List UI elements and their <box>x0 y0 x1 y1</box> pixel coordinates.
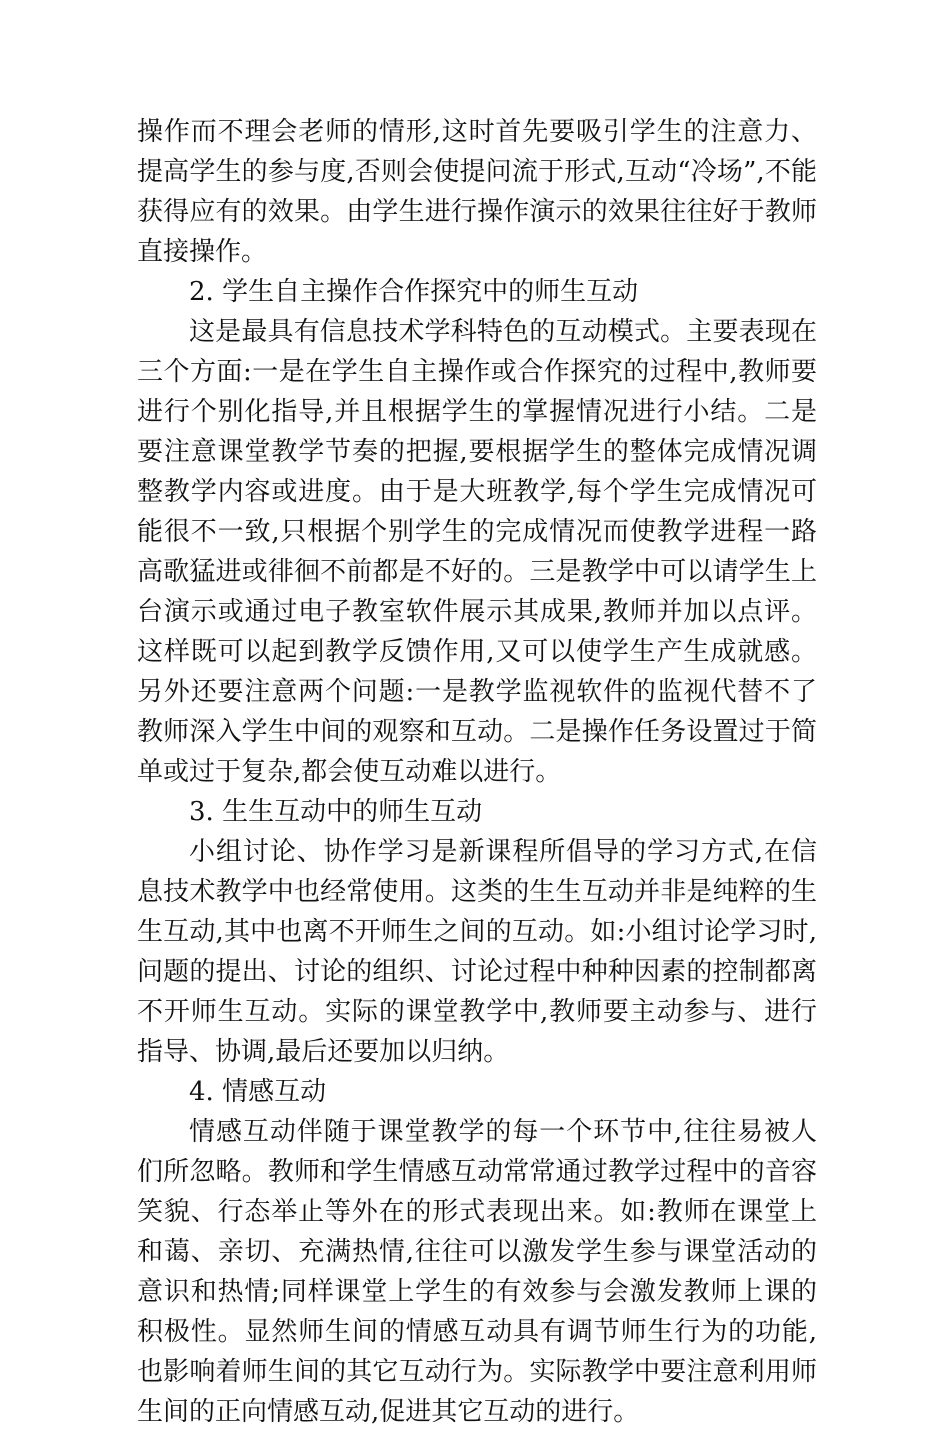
paragraph-section-4: 情感互动伴随于课堂教学的每一个环节中,往往易被人们所忽略。教师和学生情感互动常常通过教学过程中的音容笑貌、行态举止等外在的形式表现出来。如:教师在课堂上和蔼、亲切、充满热情,往往可以激发学生参与课堂活动的意识和热情;同样课堂上学生的有效参与会激发教师上课的积极性。显然师生间的情感互动具有调节师生行为的功能,也影响着师生间的其它互动行为。实际教学中要注意利用师生间的正向情感互动,促进其它互动的进行。 <box>137 1117 817 1427</box>
section-heading-4: 4. 情感互动 <box>189 1077 327 1107</box>
section-heading-2: 2. 学生自主操作合作探究中的师生互动 <box>189 277 639 307</box>
document-body <box>137 112 817 1432</box>
paragraph-section-2: 这是最具有信息技术学科特色的互动模式。主要表现在三个方面:一是在学生自主操作或合作探究的过程中,教师要进行个别化指导,并且根据学生的掌握情况进行小结。二是要注意课堂教学节奏的把握,要根据学生的整体完成情况调整教学内容或进度。由于是大班教学,每个学生完成情况可能很不一致,只根据个别学生的完成情况而使教学进程一路高歌猛进或徘徊不前都是不好的。三是教学中可以请学生上台演示或通过电子教室软件展示其成果,教师并加以点评。这样既可以起到教学反馈作用,又可以使学生产生成就感。另外还要注意两个问题:一是教学监视软件的监视代替不了教师深入学生中间的观察和互动。二是操作任务设置过于简单或过于复杂,都会使互动难以进行。 <box>137 317 817 787</box>
section-heading-3: 3. 生生互动中的师生互动 <box>189 797 483 827</box>
paragraph-section-3: 小组讨论、协作学习是新课程所倡导的学习方式,在信息技术教学中也经常使用。这类的生生互动并非是纯粹的生生互动,其中也离不开师生之间的互动。如:小组讨论学习时,问题的提出、讨论的组织、讨论过程中种种因素的控制都离不开师生互动。实际的课堂教学中,教师要主动参与、进行指导、协调,最后还要加以归纳。 <box>137 837 817 1067</box>
paragraph-continued: 操作而不理会老师的情形,这时首先要吸引学生的注意力、提高学生的参与度,否则会使提问流于形式,互动“冷场”,不能获得应有的效果。由学生进行操作演示的效果往往好于教师直接操作。 <box>137 117 817 267</box>
